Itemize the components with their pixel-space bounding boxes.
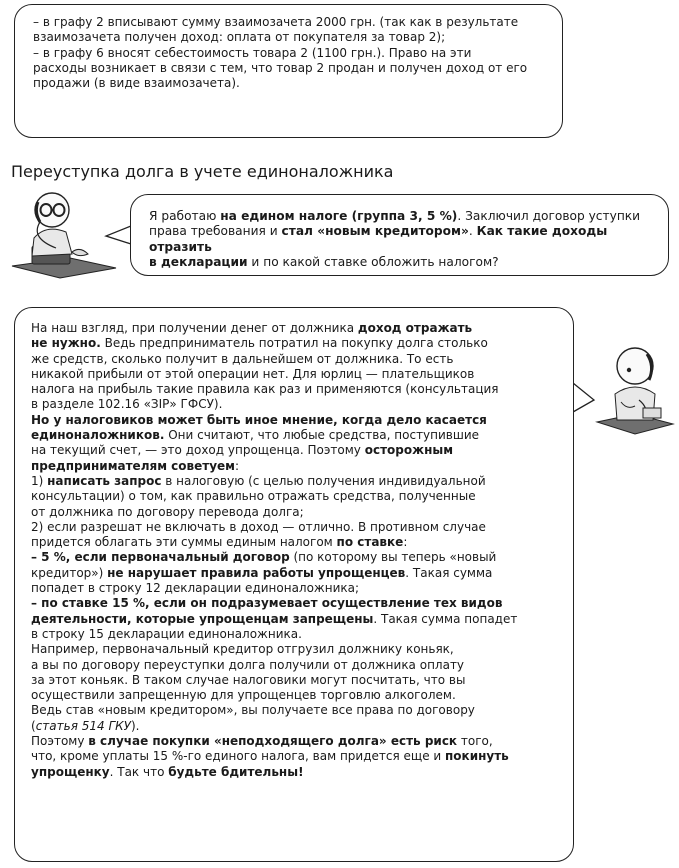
answer-line: 1) написать запрос в налоговую (с целью получения индивидуальной: [31, 473, 486, 488]
top-line-4: расходы возникает в связи с тем, что товар 2 продан и получен доход от его: [33, 60, 528, 75]
answer-line: же средств, сколько получит в дальнейшем от должника. То есть: [31, 351, 454, 366]
answer-line: налога на прибыль такие правила как раз и применяются (консультация: [31, 382, 499, 397]
answer-line: что, кроме уплаты 15 %-го единого налога, вам придется еще и покинуть: [31, 749, 509, 764]
top-line-2: взаимозачета получен доход: оплата от покупателя за товар 2);: [33, 30, 446, 45]
answer-line: единоналожников. Они считают, что любые средства, поступившие: [31, 428, 480, 443]
answer-line: Поэтому в случае покупки «неподходящего долга» есть риск того,: [31, 734, 493, 749]
answer-line: На наш взгляд, при получении денег от должника доход отражать: [31, 321, 473, 335]
answer-line: (статья 514 ГКУ).: [31, 718, 140, 733]
answer-line: за этот коньяк. В таком случае налоговики могут посчитать, что вы: [31, 672, 466, 687]
answer-line: на текущий счет, — это доход упрощенца. Поэтому осторожным: [31, 443, 454, 458]
question-line-1: Я работаю на едином налоге (группа 3, 5 %). Заключил договор уступки: [149, 209, 641, 223]
answer-line: осуществили запрещенную для упрощенцев торговлю алкоголем.: [31, 688, 456, 703]
answer-line: кредитор») не нарушает правила работы упрощенцев. Такая сумма: [31, 565, 493, 580]
answer-line: попадет в строку 12 декларации единоналожника;: [31, 581, 360, 596]
phone-operator-icon: [10, 188, 118, 280]
answer-line: никакой прибыли от этой операции нет. Для юрлиц — плательщиков: [31, 366, 475, 381]
answer-line: Ведь став «новым кредитором», вы получаете все права по договору: [31, 703, 475, 718]
answer-line: – по ставке 15 %, если он подразумевает осуществление тех видов: [31, 596, 503, 611]
section-title: Переуступка долга в учете единоналожника: [11, 162, 394, 181]
answer-line: упрощенку. Так что будьте бдительны!: [31, 764, 304, 779]
answer-line: – 5 %, если первоначальный договор (по которому вы теперь «новый: [31, 550, 497, 565]
answer-line: 2) если разрешат не включать в доход — отлично. В противном случае: [31, 519, 486, 534]
answer-line: а вы по договору переуступки долга получили от должника оплату: [31, 657, 465, 672]
top-line-5: продажи (в виде взаимозачета).: [33, 76, 240, 91]
top-line-3: – в графу 6 вносят себестоимость товара 2 (1100 грн.). Право на эти: [33, 45, 472, 60]
answer-bubble: [14, 307, 574, 862]
answer-line: придется облагать эти суммы единым налогом по ставке:: [31, 535, 408, 550]
answer-line: от должника по договору перевода долга;: [31, 504, 304, 519]
top-line-1: – в графу 2 вписывают сумму взаимозачета 2000 грн. (так как в результате: [33, 15, 519, 29]
top-text-bubble: [14, 4, 563, 138]
answer-line: консультации) о том, как правильно отражать средства, полученные: [31, 489, 476, 504]
answer-line: Но у налоговиков может быть иное мнение, когда дело касается: [31, 412, 487, 427]
answer-line: деятельности, которые упрощенцам запрещены. Такая сумма попадет: [31, 611, 518, 626]
answer-line: Например, первоначальный кредитор отгрузил должнику коньяк,: [31, 642, 454, 657]
question-line-3: в декларации и по какой ставке обложить налогом?: [149, 254, 499, 269]
answer-line: предпринимателям советуем:: [31, 458, 240, 473]
question-line-2: права требования и стал «новым кредитором». Как такие доходы отразить: [149, 224, 608, 254]
answer-line: не нужно. Ведь предприниматель потратил на покупку долга столько: [31, 336, 488, 351]
question-bubble: [130, 194, 669, 276]
answer-line: в разделе 102.16 «ЗІР» ГФСУ).: [31, 397, 223, 412]
answer-line: в строку 15 декларации единоналожника.: [31, 626, 302, 641]
phone-operator-icon: [595, 340, 675, 436]
